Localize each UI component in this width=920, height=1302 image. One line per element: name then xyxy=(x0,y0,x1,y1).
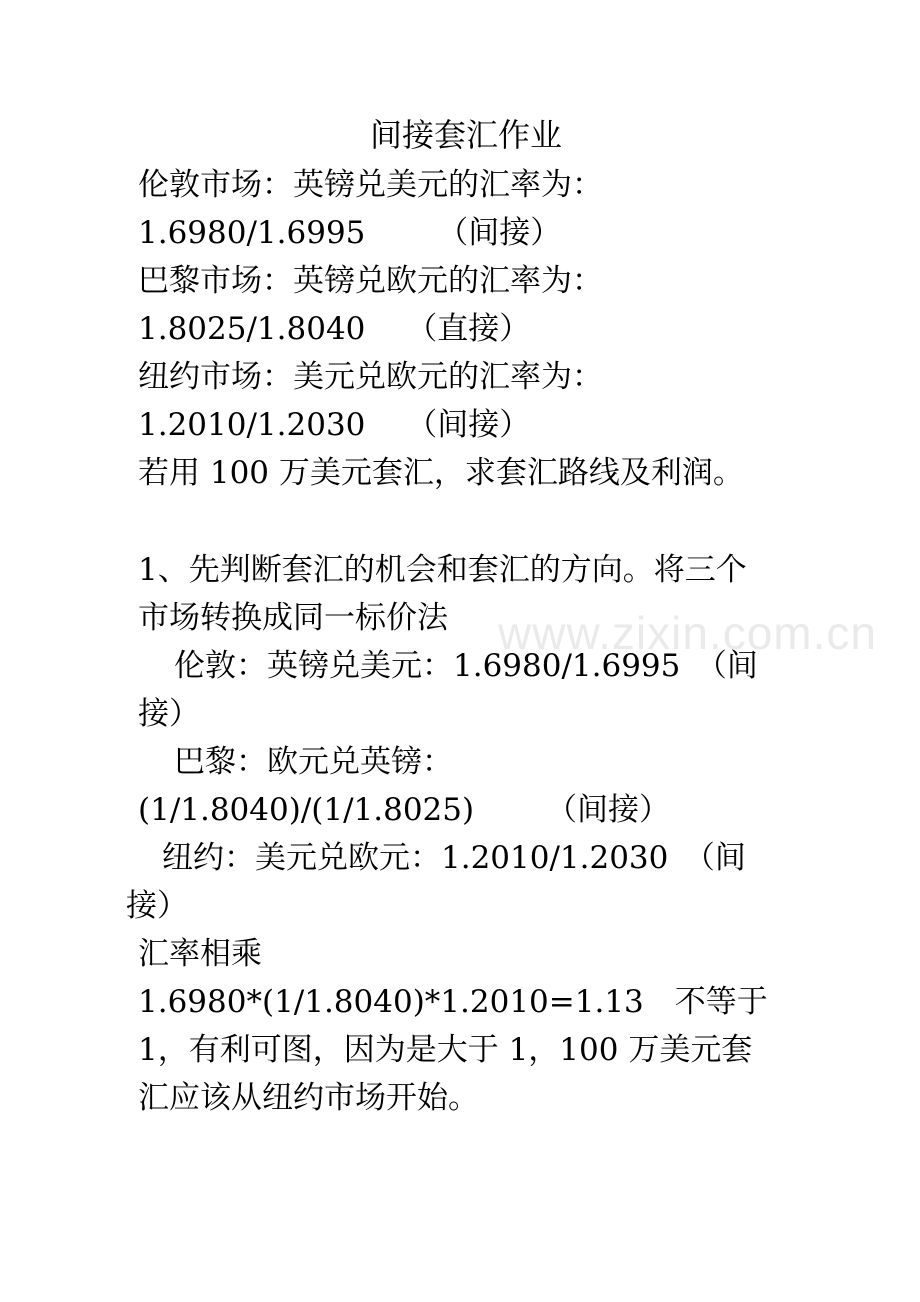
newyork-market-heading: 纽约市场：美元兑欧元的汇率为： xyxy=(138,359,603,395)
document-title: 间接套汇作业 xyxy=(370,116,563,154)
london-conversion-line: 伦敦：英镑兑美元：1.6980/1.6995 （间 xyxy=(174,648,758,684)
paris-rate-line: 1.8025/1.8040 （直接） xyxy=(138,311,531,347)
newyork-conversion-line: 纽约：美元兑欧元：1.2010/1.2030 （间 xyxy=(162,840,746,876)
multiply-formula-line: 1.6980*(1/1.8040)*1.2010=1.13 不等于 xyxy=(138,984,768,1020)
question-line: 若用 100 万美元套汇，求套汇路线及利润。 xyxy=(138,455,744,491)
paris-conversion-formula: (1/1.8040)/(1/1.8025) （间接） xyxy=(138,792,670,828)
conclusion-line: 1，有利可图，因为是大于 1，100 万美元套 xyxy=(138,1032,753,1068)
step-one-continuation: 市场转换成同一标价法 xyxy=(138,600,448,636)
newyork-rate-line: 1.2010/1.2030 （间接） xyxy=(138,407,531,443)
step-one-line: 1、先判断套汇的机会和套汇的方向。将三个 xyxy=(138,552,747,588)
conclusion-continuation: 汇应该从纽约市场开始。 xyxy=(138,1080,479,1116)
london-market-heading: 伦敦市场：英镑兑美元的汇率为： xyxy=(138,167,603,203)
paris-conversion-line: 巴黎：欧元兑英镑： xyxy=(174,744,453,780)
london-rate-line: 1.6980/1.6995 （间接） xyxy=(138,215,562,251)
newyork-conversion-continuation: 接） xyxy=(126,888,188,924)
multiply-heading: 汇率相乘 xyxy=(138,936,262,972)
london-conversion-continuation: 接） xyxy=(138,696,200,732)
paris-market-heading: 巴黎市场：英镑兑欧元的汇率为： xyxy=(138,263,603,299)
watermark: www.zixin.com.cn xyxy=(498,607,877,659)
